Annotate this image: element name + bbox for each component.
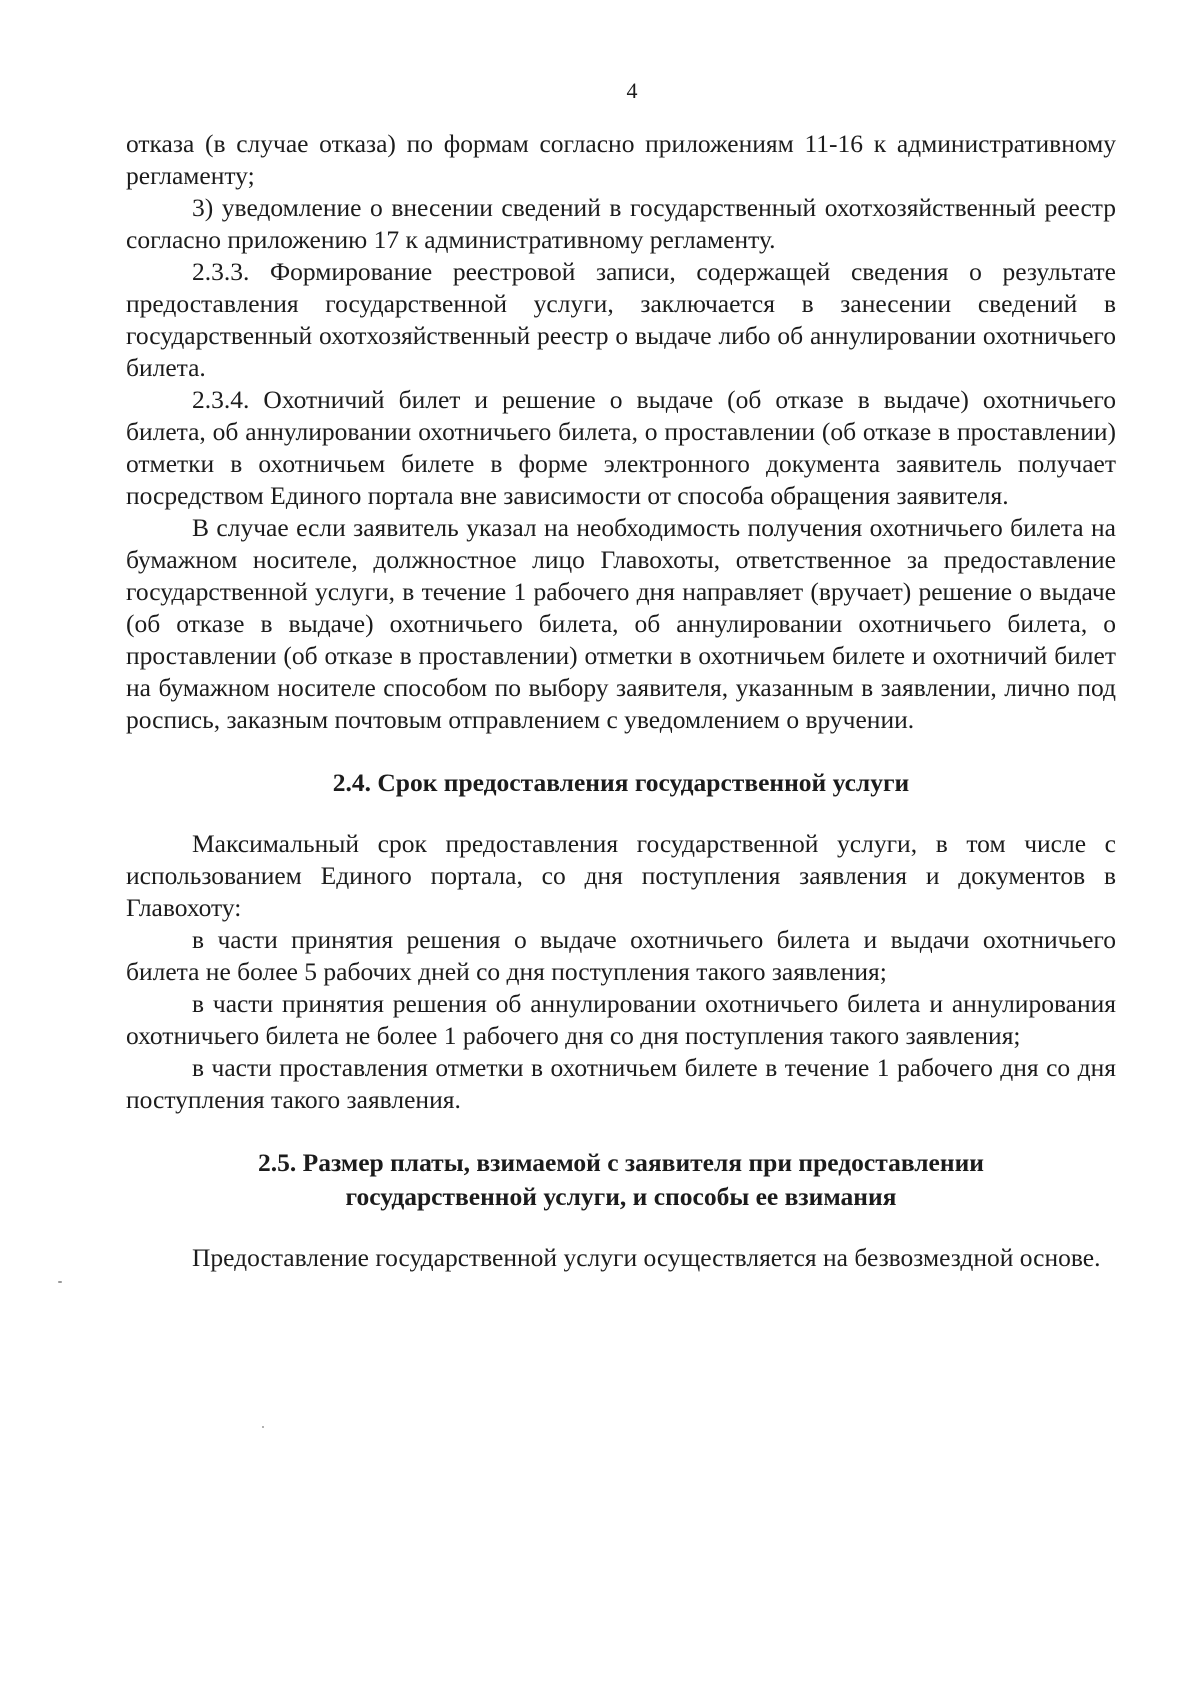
paragraph-2-3-4: 2.3.4. Охотничий билет и решение о выдаче (об отказе в выдаче) охотничьего билета, об аннулировании охотничьего билета, о проставлении (об отказе в проставлении) отметки в охотничьем билете в форме электронного документа заявитель получает посредством Единого портала вне зависимости от способа обращения заявителя. [126, 385, 1116, 510]
spacer [126, 736, 1116, 766]
paragraph-2-3-3: 2.3.3. Формирование реестровой записи, содержащей сведения о результате предоставления государственной услуги, заключается в занесении сведений в государственный охотхозяйственный реестр о выдаче либо об аннулировании охотничьего билета. [126, 257, 1116, 382]
spacer [126, 1116, 1116, 1146]
section-heading-2-4: 2.4. Срок предоставления государственной услуги [332, 768, 910, 797]
scan-speck [58, 1281, 62, 1283]
section-heading-2-5-line1: 2.5. Размер платы, взимаемой с заявителя при предоставлении [258, 1148, 984, 1177]
paragraph-free-of-charge: Предоставление государственной услуги осуществляется на безвозмездной основе. [192, 1243, 1101, 1272]
section-heading-2-5 [126, 1146, 1116, 1214]
paragraph-registry-notice: 3) уведомление о внесении сведений в государственный охотхозяйственный реестр согласно приложению 17 к административному регламенту. [126, 193, 1116, 254]
section-heading-2-5-line2: государственной услуги, и способы ее взимания [345, 1182, 897, 1211]
document-body [126, 128, 1116, 1274]
page-number: 4 [626, 78, 638, 103]
scan-speck [262, 1426, 264, 1428]
spacer [126, 800, 1116, 828]
paragraph-refusal-forms: отказа (в случае отказа) по формам согласно приложениям 11-16 к административному регламенту; [126, 129, 1116, 190]
paragraph-paper-delivery: В случае если заявитель указал на необходимость получения охотничьего билета на бумажном носителе, должностное лицо Главохоты, ответственное за предоставление государственной услуги, в течение 1 рабочего дня направляет (вручает) решение о выдаче (об отказе в выдаче) охотничьего билета, об аннулировании охотничьего билета, о проставлении (об отказе в проставлении) отметки в охотничьем билете и охотничий билет на бумажном носителе способом по выбору заявителя, указанным в заявлении, лично под роспись, заказным почтовым отправлением с уведомлением о вручении. [126, 513, 1116, 734]
paragraph-term-issue: в части принятия решения о выдаче охотничьего билета и выдачи охотничьего билета не более 5 рабочих дней со дня поступления такого заявления; [126, 925, 1116, 986]
paragraph-max-term: Максимальный срок предоставления государственной услуги, в том числе с использованием Единого портала, со дня поступления заявления и документов в Главохоту: [126, 829, 1116, 922]
spacer [126, 1214, 1116, 1242]
paragraph-term-mark: в части проставления отметки в охотничьем билете в течение 1 рабочего дня со дня поступления такого заявления. [126, 1053, 1116, 1114]
paragraph-term-annul: в части принятия решения об аннулировании охотничьего билета и аннулирования охотничьего билета не более 1 рабочего дня со дня поступления такого заявления; [126, 989, 1116, 1050]
